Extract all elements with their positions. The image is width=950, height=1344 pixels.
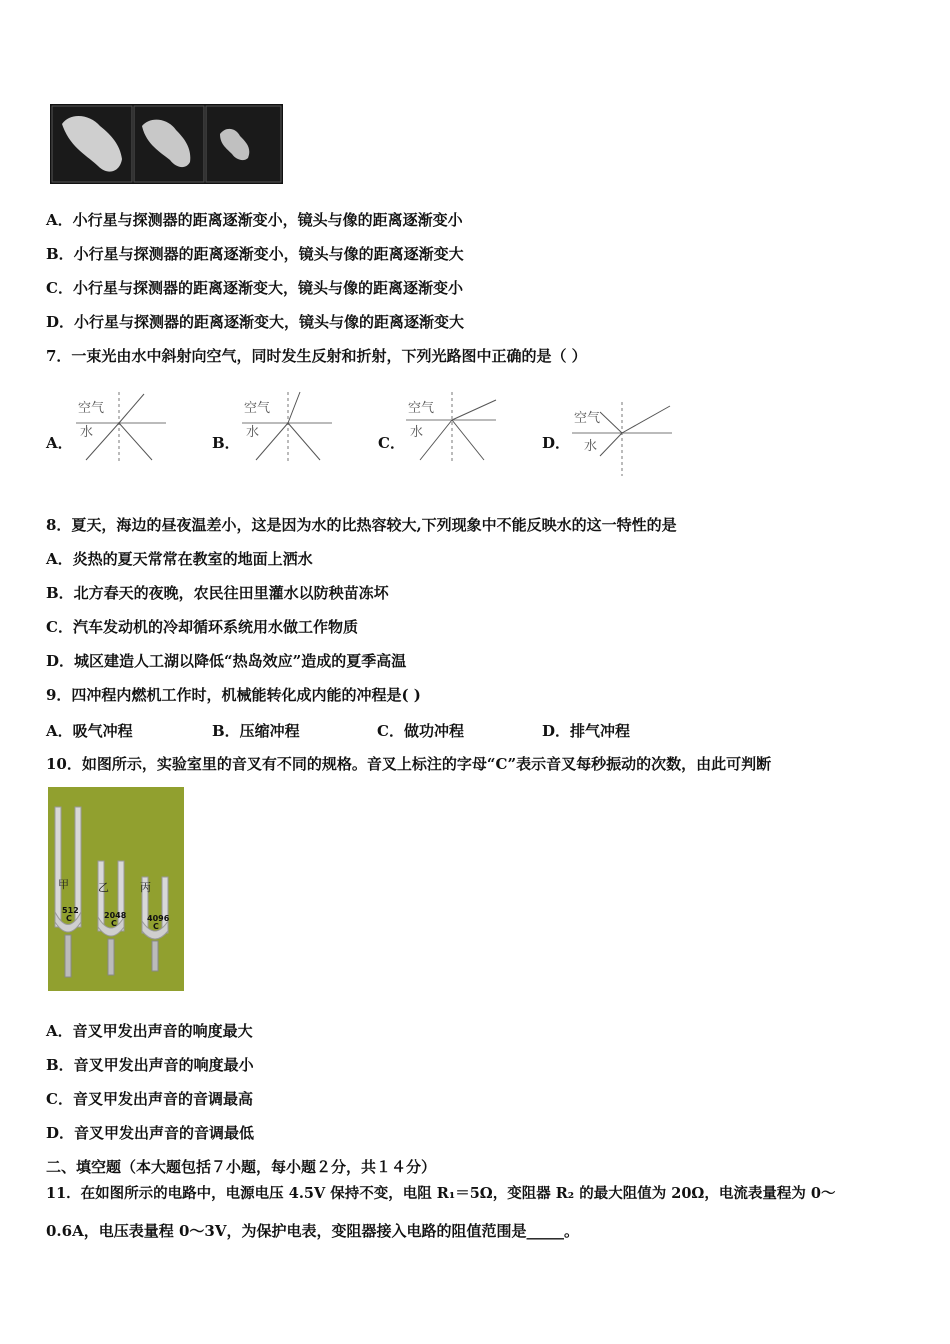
q8-stem: 8．夏天，海边的昼夜温差小，这是因为水的比热容较大,下列现象中不能反映水的这一特性的是 bbox=[46, 516, 677, 534]
q10-option-d: D．音叉甲发出声音的音调最低 bbox=[46, 1124, 255, 1142]
q7-label-c: C． bbox=[378, 434, 405, 452]
q6-option-b: B．小行星与探测器的距离逐渐变小，镜头与像的距离逐渐变大 bbox=[46, 245, 464, 263]
q7-label-b: B． bbox=[212, 434, 240, 452]
section-2-title: 二、填空题（本大题包括７小题，每小题２分，共１４分） bbox=[46, 1158, 437, 1176]
q6-option-d: D．小行星与探测器的距离逐渐变大，镜头与像的距离逐渐变大 bbox=[46, 313, 465, 331]
fork-name-2: 乙 bbox=[98, 881, 109, 894]
q7-stem: 7．一束光由水中斜射向空气，同时发生反射和折射，下列光路图中正确的是（ ） bbox=[46, 347, 587, 365]
q7-diagram-d bbox=[570, 400, 674, 478]
q6-option-c: C．小行星与探测器的距离逐渐变大，镜头与像的距离逐渐变小 bbox=[46, 279, 463, 297]
q11-line-1: 11．在如图所示的电路中，电源电压 4.5V 保持不变，电阻 R₁＝5Ω，变阻器 R₂ 的最大阻值为 20Ω，电流表量程为 0～ bbox=[46, 1185, 836, 1202]
q8-option-a: A．炎热的夏天常常在教室的地面上洒水 bbox=[46, 550, 313, 568]
q7-diagram-b bbox=[240, 390, 336, 466]
air-label: 空气 bbox=[574, 411, 601, 426]
air-label: 空气 bbox=[78, 401, 105, 416]
q9-option-d: D．排气冲程 bbox=[542, 722, 631, 740]
q7-diagram-c bbox=[404, 390, 500, 466]
fork-freq-3: 4096 bbox=[147, 914, 170, 923]
q6-option-a: A．小行星与探测器的距离逐渐变小，镜头与像的距离逐渐变小 bbox=[46, 211, 463, 229]
q8-option-d: D．城区建造人工湖以降低“热岛效应”造成的夏季高温 bbox=[46, 652, 407, 670]
q9-stem: 9．四冲程内燃机工作时，机械能转化成内能的冲程是( ) bbox=[46, 686, 421, 704]
water-label: 水 bbox=[80, 425, 94, 440]
fork-freq-2: 2048 bbox=[104, 911, 127, 920]
q10-option-b: B．音叉甲发出声音的响度最小 bbox=[46, 1056, 254, 1074]
fork-letter-2: C bbox=[111, 919, 117, 928]
q7-diagram-a bbox=[74, 390, 170, 466]
water-label: 水 bbox=[584, 439, 598, 454]
tuning-fork-photo bbox=[48, 787, 184, 991]
q9-option-a: A．吸气冲程 bbox=[46, 722, 133, 740]
q8-option-b: B．北方春天的夜晚，农民往田里灌水以防秧苗冻坏 bbox=[46, 584, 389, 602]
q8-option-c: C．汽车发动机的冷却循环系统用水做工作物质 bbox=[46, 618, 358, 636]
q7-label-d: D． bbox=[542, 434, 571, 452]
q9-option-b: B．压缩冲程 bbox=[212, 722, 300, 740]
asteroid-images bbox=[50, 104, 283, 184]
fork-freq-1: 512 bbox=[62, 906, 79, 915]
q10-option-c: C．音叉甲发出声音的音调最高 bbox=[46, 1090, 253, 1108]
fork-letter-1: C bbox=[66, 914, 72, 923]
fork-letter-3: C bbox=[153, 922, 159, 931]
q11-line-2: 0.6A，电压表量程 0～3V，为保护电表，变阻器接入电路的阻值范围是_____。 bbox=[46, 1222, 579, 1240]
air-label: 空气 bbox=[244, 401, 271, 416]
q10-option-a: A．音叉甲发出声音的响度最大 bbox=[46, 1022, 253, 1040]
fork-name-1: 甲 bbox=[58, 878, 69, 891]
q10-stem: 10．如图所示，实验室里的音叉有不同的规格。音叉上标注的字母“C”表示音叉每秒振动的次数，由此可判断 bbox=[46, 755, 772, 773]
air-label: 空气 bbox=[408, 401, 435, 416]
water-label: 水 bbox=[410, 425, 424, 440]
fork-name-3: 丙 bbox=[140, 881, 151, 894]
q7-label-a: A． bbox=[46, 434, 73, 452]
water-label: 水 bbox=[246, 425, 260, 440]
q9-option-c: C．做功冲程 bbox=[377, 722, 464, 740]
